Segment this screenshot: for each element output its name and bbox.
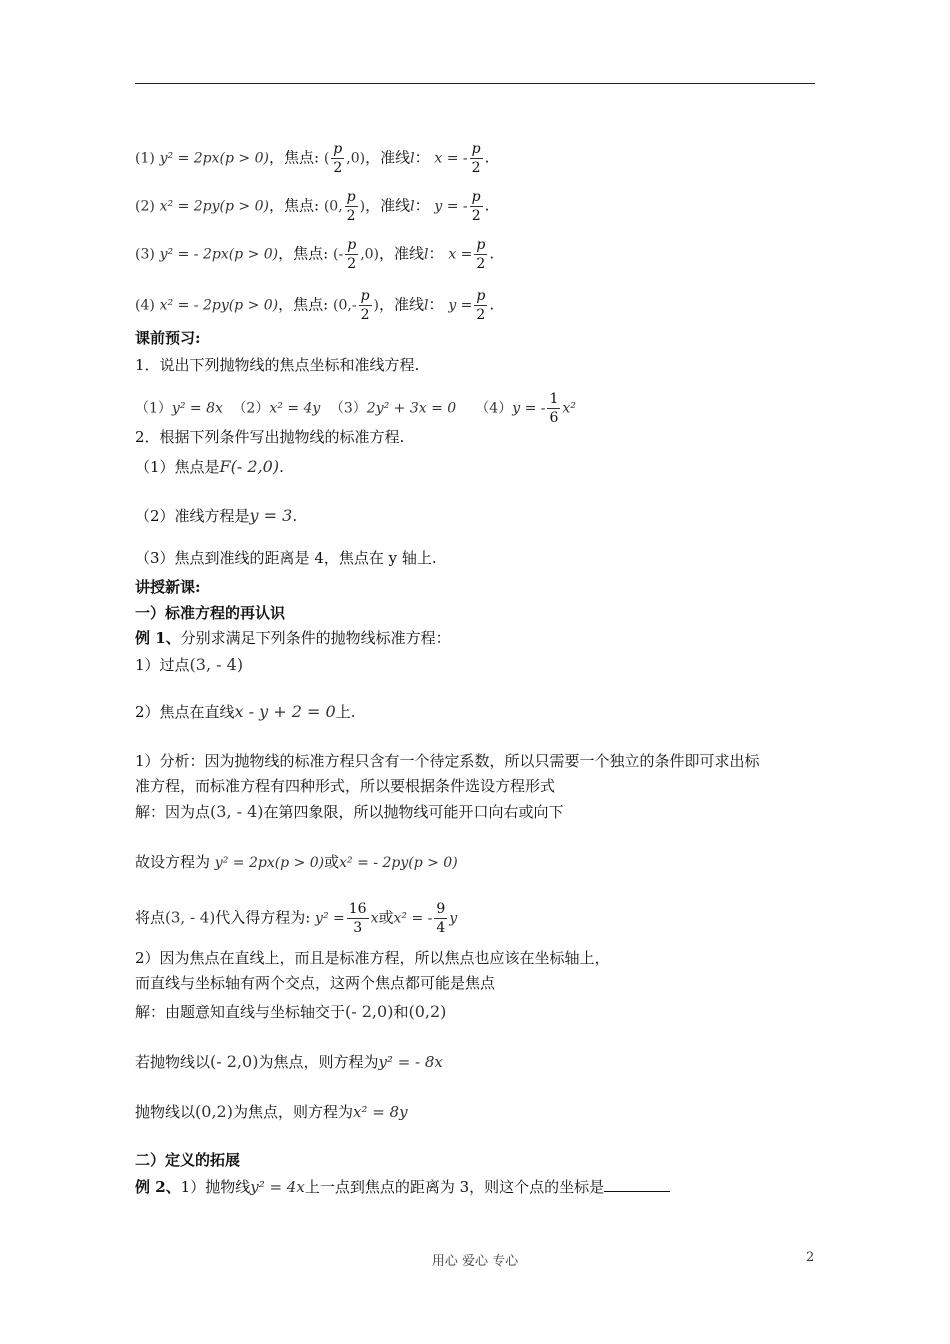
part-end: 上. [335,703,356,721]
preview-heading: 课前预习: [135,329,201,347]
focus-label: 焦点: [293,244,329,263]
item-index: （3） [329,400,367,417]
focus-close: ,0) [346,150,366,167]
example-text-2: 上一点到焦点的距离为 3，则这个点的坐标是 [304,1178,605,1196]
sub-or: 或 [378,908,394,927]
formula-index: (4) [135,297,155,314]
formula-line-3: (3) y² = - 2px(p > 0)，焦点: (- $\frac{p}{2}$ ,0)，准线l： x = $\frac{p}{2}$ . [135,237,495,272]
q2a-end: . [279,458,284,476]
directrix-symbol: l [424,297,429,314]
answer-blank [604,1177,670,1192]
item-index: （1） [135,400,172,417]
example-2 [135,1177,670,1197]
q2b-text: （2）准线方程是 [135,507,250,525]
directrix-equation: x = [448,246,473,263]
example-label: 例 2、 [135,1178,181,1196]
footer-text: 用心 爱心 专心 [431,1254,519,1269]
sub-eq-left-2: x² = - [393,910,433,927]
analysis-line-2: 准方程，而标准方程有四种形式，所以要根据条件选设方程形式 [135,777,556,795]
fraction: $\frac{p}{2}$ [347,237,357,272]
example-text: 分别求满足下列条件的抛物线标准方程： [180,629,451,647]
fraction: $\frac{1}{6}$ [549,391,559,426]
analysis-line-1: 1）分析：因为抛物线的标准方程只含有一个待定系数，所以只需要一个独立的条件即可求出标 [135,752,760,770]
formula-equation: y² = - 2px(p > 0) [159,246,279,263]
p2-case-text-2: 为焦点，则方程为 [232,1103,353,1121]
solution-1 [135,802,564,822]
example-1-part-2 [135,702,355,722]
q2a-text: （1）焦点是 [135,458,220,476]
formula-equation: x² = - 2py(p > 0) [159,297,279,314]
fraction: $\frac{p}{2}$ [360,288,370,323]
fraction: $\frac{p}{2}$ [471,189,481,224]
directrix-label: 准线 [380,196,411,215]
p2-if-eq: y² = - 8x [378,1053,443,1071]
part-text: 1）过点 [135,656,190,674]
p2-case-eq: x² = 8y [352,1103,408,1121]
directrix-symbol: l [410,198,415,215]
formula-line-2: (2) x² = 2py(p > 0)，焦点: (0, $\frac{p}{2}$ )，准线l： y = - $\frac{p}{2}$ . [135,189,490,224]
formula-index: (2) [135,198,155,215]
q2b-math: y = 3 [249,506,293,525]
p2-sol-point-2: (0,2) [408,1002,447,1021]
part-2-if [135,1052,443,1072]
directrix-equation: y = [448,297,473,314]
fraction: $\frac{16}{3}$ [348,901,367,936]
preview-question-2: 2．根据下列条件写出抛物线的标准方程. [135,428,405,446]
p2-if-text-2: 为焦点，则方程为 [258,1053,379,1071]
p2-sol-text: 解：由题意知直线与坐标轴交于 [135,1003,346,1021]
directrix-symbol: l [410,150,415,167]
part-2-line-1: 2）因为焦点在直线上，而且是标准方程，所以焦点也应该在坐标轴上， [135,949,610,967]
part-2-line-2: 而直线与坐标轴有两个交点，这两个焦点都可能是焦点 [135,974,496,992]
focus-open: (0,- [333,297,357,314]
substitute-line [135,900,457,937]
fraction: $\frac{9}{4}$ [436,901,446,936]
directrix-label: 准线 [394,244,425,263]
section-2-title: 二）定义的拓展 [135,1151,241,1169]
directrix-equation: x = - [434,150,468,167]
sub-point: (3, - 4) [165,908,216,927]
sub-var-x: x [370,910,379,927]
part-math: (3, - 4) [189,655,244,674]
header-rule [135,83,815,84]
directrix-symbol: l [424,246,429,263]
fraction: $\frac{p}{2}$ [346,189,356,224]
assume-math-2: x² = - 2py(p > 0) [339,855,458,871]
item-index: （2） [232,400,270,417]
p2-if-point: (- 2,0) [210,1052,259,1071]
part-text: 2）焦点在直线 [135,703,235,721]
preview-q2-a [135,457,284,477]
preview-q2-c: （3）焦点到准线的距离是 4，焦点在 y 轴上. [135,549,437,567]
formula-line-1: (1) y² = 2px(p > 0)，焦点: ( $\frac{p}{2}$ ,0)，准线l： x = - $\frac{p}{2}$ . [135,141,490,176]
q2b-end: . [292,507,298,525]
focus-open: (- [333,246,344,263]
focus-label: 焦点: [283,196,320,215]
directrix-label: 准线 [380,148,411,167]
p2-if-text: 若抛物线以 [135,1053,211,1071]
fraction: $\frac{p}{2}$ [333,141,343,176]
example-text: 1）抛物线 [180,1178,251,1196]
q2a-math: F(- 2,0) [219,457,280,476]
solution-text-2: 在第四象限，所以抛物线可能开口向右或向下 [263,803,564,821]
formula-index: (1) [135,150,155,167]
p2-sol-point-1: (- 2,0) [345,1002,394,1021]
formula-line-4: (4) x² = - 2py(p > 0)，焦点: (0,- $\frac{p}{2}$ )，准线l： y = $\frac{p}{2}$ . [135,288,495,323]
part-2-case [135,1102,408,1122]
directrix-label: 准线 [394,295,425,314]
solution-math: (3, - 4) [210,802,264,821]
example-label: 例 1、 [135,629,181,647]
assume-text: 故设方程为 [135,853,211,871]
section-1-title: 一）标准方程的再认识 [135,604,286,622]
focus-label: 焦点: [293,295,329,314]
fraction: $\frac{p}{2}$ [476,288,486,323]
assume-or: 或 [324,853,340,871]
item-equation: 2y² + 3x = 0 [366,400,457,417]
p2-sol-and: 和 [393,1003,409,1021]
item-equation: x² = 4y [269,400,321,417]
focus-label: 焦点: [283,148,320,167]
example-1 [135,628,451,648]
item-equation: y² = 8x [171,400,223,417]
formula-index: (3) [135,246,155,263]
sub-text: 将点 [135,908,166,927]
solution-text: 解：因为点 [135,803,211,821]
preview-question-1: 1．说出下列抛物线的焦点坐标和准线方程. [135,356,420,374]
formula-equation: y² = 2px(p > 0) [159,150,269,167]
preview-q1-items [135,390,576,427]
focus-open: ( [323,150,330,167]
directrix-equation: y = - [434,198,468,215]
example-1-part-1 [135,655,243,675]
lecture-heading: 讲授新课: [135,578,201,596]
sub-var-y: y [449,910,458,927]
item-equation: x² [562,400,576,417]
item-equation: y = - [512,400,546,417]
formula-equation: x² = 2py(p > 0) [159,198,269,215]
focus-close: ) [373,297,380,314]
assume-equation [135,852,458,873]
item-index: （4） [475,400,513,417]
focus-close: ,0) [360,246,380,263]
assume-math-1: y² = 2px(p > 0) [214,855,325,871]
focus-close: ) [359,198,366,215]
part-math: x - y + 2 = 0 [234,702,336,721]
p2-case-text: 抛物线以 [135,1103,196,1121]
fraction: $\frac{p}{2}$ [476,237,486,272]
fraction: $\frac{p}{2}$ [471,141,481,176]
page-number: 2 [806,1250,815,1265]
preview-q2-b [135,506,297,526]
example-math: y² = 4x [250,1178,305,1196]
focus-open: (0, [323,198,343,215]
sub-eq-left: y² = [315,910,345,927]
p2-case-point: (0,2) [195,1102,233,1121]
sub-text-2: 代入得方程为: [215,908,311,927]
part-2-solution [135,1002,446,1022]
